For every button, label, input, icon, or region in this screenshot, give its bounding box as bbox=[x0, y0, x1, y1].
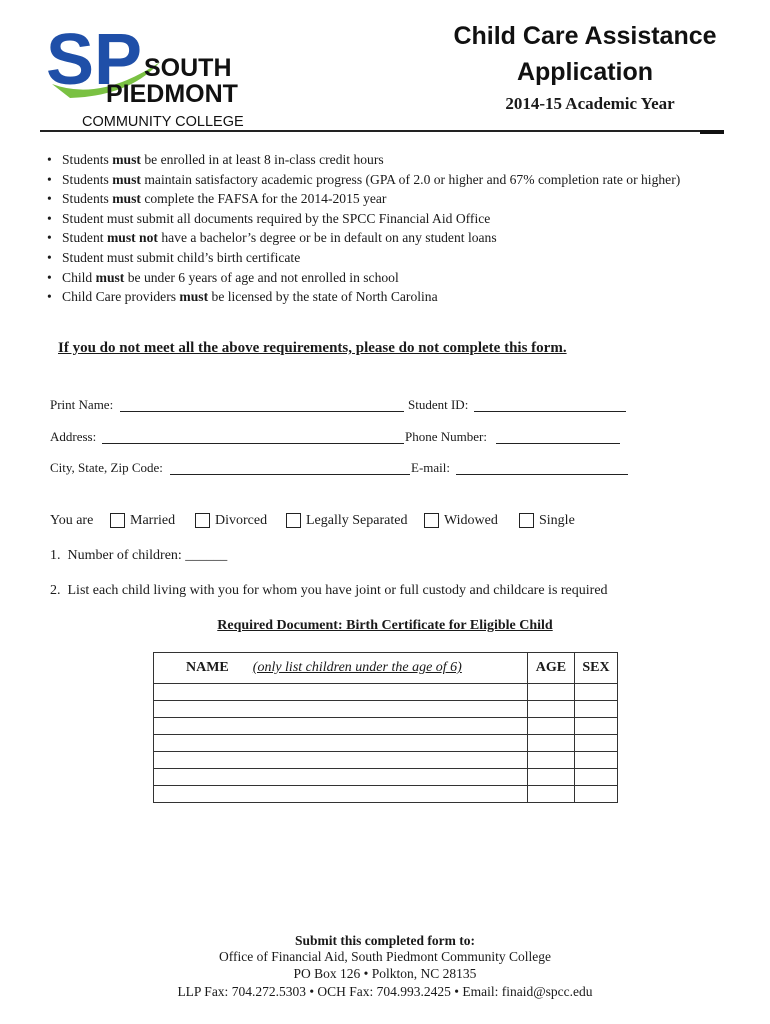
name-column-header bbox=[154, 653, 528, 684]
child-name-cell[interactable] bbox=[154, 769, 528, 786]
child-age-cell[interactable] bbox=[527, 701, 574, 718]
child-age-cell[interactable] bbox=[527, 735, 574, 752]
widowed-checkbox[interactable] bbox=[424, 513, 439, 528]
requirement-text: Students bbox=[62, 152, 113, 167]
table-header-row bbox=[154, 653, 618, 684]
child-name-cell[interactable] bbox=[154, 735, 528, 752]
header-divider bbox=[40, 130, 724, 132]
requirement-item bbox=[44, 189, 704, 209]
number-of-children-question: 1. Number of children: ______ bbox=[50, 548, 228, 563]
required-document-note: Required Document: Birth Certificate for Eligible Child bbox=[217, 618, 553, 633]
email-label: E-mail: bbox=[411, 460, 450, 475]
city-state-zip-label: City, State, Zip Code: bbox=[50, 460, 163, 475]
legally-separated-option: Legally Separated bbox=[306, 513, 408, 528]
requirement-text-rest: have a bachelor’s degree or be in default on any student loans bbox=[157, 230, 497, 246]
requirement-emphasis: must not bbox=[106, 230, 158, 246]
child-age-cell[interactable] bbox=[527, 752, 574, 769]
contact-line: LLP Fax: 704.272.5303 • OCH Fax: 704.993.2425 • Email: finaid@spcc.edu bbox=[177, 984, 593, 999]
requirement-text: Student must submit child’s birth certificate bbox=[62, 249, 301, 265]
table-row bbox=[154, 769, 618, 786]
city-state-zip-field[interactable] bbox=[170, 474, 410, 475]
form-title-line2: Application bbox=[516, 58, 654, 86]
print-name-label: Print Name: bbox=[50, 397, 114, 412]
child-name-cell[interactable] bbox=[154, 701, 528, 718]
college-logo bbox=[40, 14, 260, 132]
requirement-item bbox=[44, 209, 704, 229]
requirement-text: Students bbox=[62, 191, 113, 207]
requirement-item bbox=[44, 248, 704, 268]
sex-column-header: SEX bbox=[574, 653, 617, 684]
requirement-emphasis: must bbox=[179, 289, 209, 305]
table-row bbox=[154, 701, 618, 718]
child-sex-cell[interactable] bbox=[574, 769, 617, 786]
table-row bbox=[154, 735, 618, 752]
table-row bbox=[154, 684, 618, 701]
child-age-cell[interactable] bbox=[527, 769, 574, 786]
table-row bbox=[154, 752, 618, 769]
child-age-cell[interactable] bbox=[527, 684, 574, 701]
name-header: NAME bbox=[186, 660, 229, 675]
list-children-question: 2. List each child living with you for whom you have joint or full custody and childcare is required bbox=[50, 583, 608, 598]
submit-heading: Submit this completed form to: bbox=[295, 933, 475, 948]
address-field[interactable] bbox=[102, 443, 404, 444]
name-hint: (only list children under the age of 6) bbox=[252, 660, 462, 675]
requirement-text-rest: complete the FAFSA for the 2014-2015 year bbox=[140, 191, 387, 207]
requirement-item bbox=[44, 228, 704, 248]
requirement-item bbox=[44, 170, 704, 190]
header-divider-accent bbox=[700, 130, 724, 134]
requirement-emphasis: must bbox=[112, 171, 141, 187]
child-sex-cell[interactable] bbox=[574, 701, 617, 718]
legally-separated-checkbox[interactable] bbox=[286, 513, 301, 528]
table-row bbox=[154, 786, 618, 803]
eligibility-warning: If you do not meet all the above requirements, please do not complete this form. bbox=[58, 340, 567, 356]
child-name-cell[interactable] bbox=[154, 718, 528, 735]
requirement-item bbox=[44, 287, 704, 307]
child-age-cell[interactable] bbox=[527, 718, 574, 735]
logo-initials: SP bbox=[46, 20, 143, 100]
child-name-cell[interactable] bbox=[154, 684, 528, 701]
academic-year: 2014-15 Academic Year bbox=[505, 94, 675, 113]
requirement-emphasis: must bbox=[95, 269, 125, 285]
phone-field[interactable] bbox=[496, 443, 620, 444]
child-sex-cell[interactable] bbox=[574, 786, 617, 803]
child-name-cell[interactable] bbox=[154, 786, 528, 803]
requirement-text: Child Care providers bbox=[62, 289, 180, 305]
student-id-label: Student ID: bbox=[408, 397, 469, 412]
print-name-field[interactable] bbox=[120, 411, 404, 412]
requirement-item bbox=[44, 268, 704, 288]
widowed-option: Widowed bbox=[444, 513, 498, 528]
child-sex-cell[interactable] bbox=[574, 735, 617, 752]
child-sex-cell[interactable] bbox=[574, 718, 617, 735]
children-table bbox=[153, 652, 618, 803]
requirement-text: Student must submit all documents required by the SPCC Financial Aid Office bbox=[62, 210, 491, 226]
married-option: Married bbox=[130, 513, 176, 528]
requirement-text: Students bbox=[62, 171, 113, 187]
email-field[interactable] bbox=[456, 474, 628, 475]
requirement-text-rest: be enrolled in at least 8 in-class credit hours bbox=[140, 152, 384, 167]
requirement-text-rest: be licensed by the state of North Carolina bbox=[208, 289, 438, 305]
requirements-list bbox=[44, 150, 704, 307]
logo-community-college: COMMUNITY COLLEGE bbox=[82, 114, 244, 130]
marital-label: You are bbox=[50, 513, 94, 528]
phone-label: Phone Number: bbox=[405, 429, 487, 444]
student-id-field[interactable] bbox=[474, 411, 626, 412]
requirement-text-rest: maintain satisfactory academic progress (GPA of 2.0 or higher and 67% completion rate or higher) bbox=[140, 171, 681, 187]
requirement-emphasis: must bbox=[112, 191, 141, 207]
logo-south: SOUTH bbox=[144, 54, 232, 82]
mailing-address-line: PO Box 126 • Polkton, NC 28135 bbox=[293, 966, 477, 981]
age-column-header: AGE bbox=[527, 653, 574, 684]
child-sex-cell[interactable] bbox=[574, 684, 617, 701]
requirement-text-rest: be under 6 years of age and not enrolled in school bbox=[124, 269, 399, 285]
office-line: Office of Financial Aid, South Piedmont Community College bbox=[219, 949, 551, 964]
divorced-option: Divorced bbox=[215, 513, 268, 528]
requirement-text: Student bbox=[62, 230, 107, 246]
single-option: Single bbox=[539, 513, 575, 528]
single-checkbox[interactable] bbox=[519, 513, 534, 528]
address-label: Address: bbox=[50, 429, 97, 444]
child-name-cell[interactable] bbox=[154, 752, 528, 769]
divorced-checkbox[interactable] bbox=[195, 513, 210, 528]
requirement-emphasis: must bbox=[112, 152, 141, 167]
married-checkbox[interactable] bbox=[110, 513, 125, 528]
requirement-item bbox=[44, 150, 704, 170]
child-sex-cell[interactable] bbox=[574, 752, 617, 769]
form-title-line1: Child Care Assistance bbox=[453, 22, 717, 50]
table-row bbox=[154, 718, 618, 735]
logo-piedmont: PIEDMONT bbox=[106, 80, 238, 108]
requirement-text: Child bbox=[62, 269, 96, 285]
child-age-cell[interactable] bbox=[527, 786, 574, 803]
